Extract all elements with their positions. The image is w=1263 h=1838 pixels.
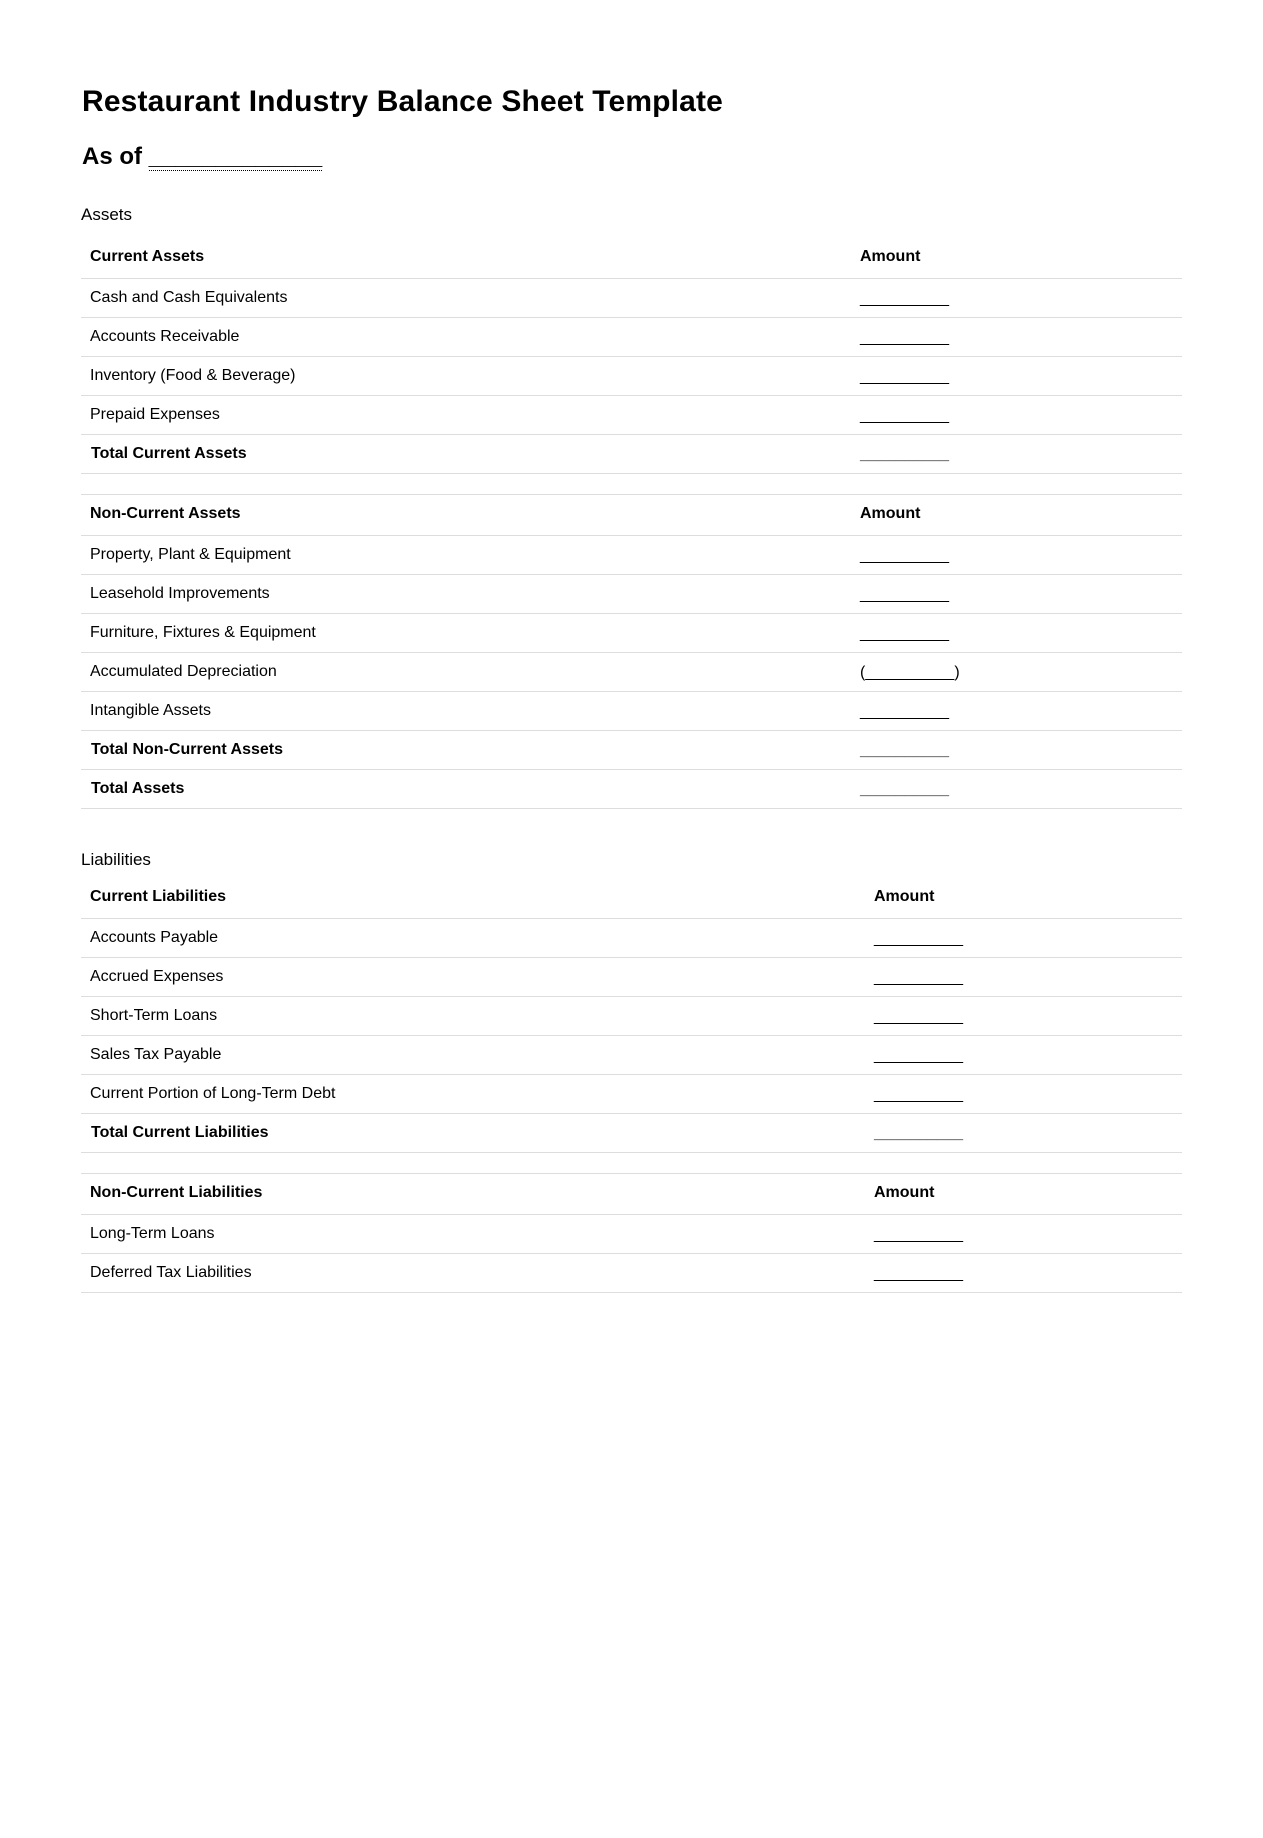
table-row bbox=[81, 1254, 1182, 1293]
column-header-amount: Amount bbox=[851, 238, 1182, 279]
table-row bbox=[81, 536, 1182, 575]
total-current-assets-row bbox=[81, 435, 1182, 474]
liabilities-section-heading: Liabilities bbox=[81, 850, 151, 869]
total-amount-blank-field[interactable]: __________ bbox=[860, 742, 949, 759]
non-current-assets-header-row bbox=[81, 495, 1182, 536]
spacer-row bbox=[81, 1153, 1182, 1174]
total-label: Total Non-Current Assets bbox=[81, 731, 851, 770]
total-assets-row bbox=[81, 770, 1182, 809]
column-header-amount: Amount bbox=[865, 1174, 1182, 1215]
table-row bbox=[81, 958, 1182, 997]
amount-blank-field[interactable]: __________ bbox=[874, 1226, 963, 1243]
table-row bbox=[81, 396, 1182, 435]
assets-table bbox=[81, 238, 1182, 809]
row-label: Long-Term Loans bbox=[81, 1215, 865, 1254]
amount-blank-field[interactable]: __________ bbox=[860, 329, 949, 346]
liabilities-table bbox=[81, 878, 1182, 1293]
amount-blank-field[interactable]: __________ bbox=[874, 1265, 963, 1282]
column-header-amount: Amount bbox=[865, 878, 1182, 919]
column-header-non-current-liabilities: Non-Current Liabilities bbox=[81, 1174, 865, 1215]
as-of-date-line bbox=[82, 142, 322, 172]
row-label: Sales Tax Payable bbox=[81, 1036, 865, 1075]
total-amount-blank-field[interactable]: __________ bbox=[874, 1125, 963, 1142]
assets-section-heading: Assets bbox=[81, 205, 133, 224]
table-row bbox=[81, 318, 1182, 357]
row-label: Cash and Cash Equivalents bbox=[81, 279, 851, 318]
amount-blank-field[interactable]: __________ bbox=[860, 407, 949, 424]
amount-blank-field[interactable]: __________ bbox=[860, 290, 949, 307]
spacer-row bbox=[81, 474, 1182, 495]
amount-blank-field[interactable]: __________ bbox=[874, 1008, 963, 1025]
amount-blank-field[interactable]: __________ bbox=[874, 1086, 963, 1103]
amount-blank-field[interactable]: __________ bbox=[860, 547, 949, 564]
table-row bbox=[81, 357, 1182, 396]
row-label: Short-Term Loans bbox=[81, 997, 865, 1036]
table-row bbox=[81, 575, 1182, 614]
row-label: Accounts Receivable bbox=[81, 318, 851, 357]
row-label: Prepaid Expenses bbox=[81, 396, 851, 435]
row-label: Deferred Tax Liabilities bbox=[81, 1254, 865, 1293]
column-header-amount: Amount bbox=[851, 495, 1182, 536]
amount-blank-field[interactable]: __________ bbox=[860, 625, 949, 642]
row-label: Current Portion of Long-Term Debt bbox=[81, 1075, 865, 1114]
column-header-non-current-assets: Non-Current Assets bbox=[81, 495, 851, 536]
table-row bbox=[81, 692, 1182, 731]
amount-blank-field[interactable]: __________ bbox=[860, 368, 949, 385]
table-row bbox=[81, 1036, 1182, 1075]
as-of-date-blank[interactable]: _____________ bbox=[148, 143, 323, 170]
total-non-current-assets-row bbox=[81, 731, 1182, 770]
row-label: Leasehold Improvements bbox=[81, 575, 851, 614]
table-row bbox=[81, 279, 1182, 318]
total-amount-blank-field[interactable]: __________ bbox=[860, 446, 949, 463]
column-header-current-liabilities: Current Liabilities bbox=[81, 878, 865, 919]
table-row bbox=[81, 1215, 1182, 1254]
row-label: Property, Plant & Equipment bbox=[81, 536, 851, 575]
row-label: Inventory (Food & Beverage) bbox=[81, 357, 851, 396]
row-label: Furniture, Fixtures & Equipment bbox=[81, 614, 851, 653]
non-current-liabilities-header-row bbox=[81, 1174, 1182, 1215]
as-of-label: As of bbox=[82, 143, 142, 170]
page-title: Restaurant Industry Balance Sheet Template bbox=[82, 85, 723, 118]
table-row bbox=[81, 614, 1182, 653]
table-row bbox=[81, 919, 1182, 958]
table-row bbox=[81, 997, 1182, 1036]
amount-blank-field[interactable]: __________ bbox=[874, 1047, 963, 1064]
current-liabilities-header-row bbox=[81, 878, 1182, 919]
amount-blank-field[interactable]: __________ bbox=[860, 586, 949, 603]
row-label: Accumulated Depreciation bbox=[81, 653, 851, 692]
table-row bbox=[81, 653, 1182, 692]
amount-blank-field[interactable]: __________ bbox=[874, 930, 963, 947]
current-assets-header-row bbox=[81, 238, 1182, 279]
column-header-current-assets: Current Assets bbox=[81, 238, 851, 279]
negative-amount-blank-field[interactable]: (__________) bbox=[860, 664, 960, 681]
total-label: Total Current Assets bbox=[81, 435, 851, 474]
total-amount-blank-field[interactable]: __________ bbox=[860, 781, 949, 798]
table-row bbox=[81, 1075, 1182, 1114]
row-label: Intangible Assets bbox=[81, 692, 851, 731]
amount-blank-field[interactable]: __________ bbox=[860, 703, 949, 720]
total-label: Total Current Liabilities bbox=[81, 1114, 865, 1153]
total-label: Total Assets bbox=[81, 770, 851, 809]
amount-blank-field[interactable]: __________ bbox=[874, 969, 963, 986]
row-label: Accrued Expenses bbox=[81, 958, 865, 997]
row-label: Accounts Payable bbox=[81, 919, 865, 958]
total-current-liabilities-row bbox=[81, 1114, 1182, 1153]
